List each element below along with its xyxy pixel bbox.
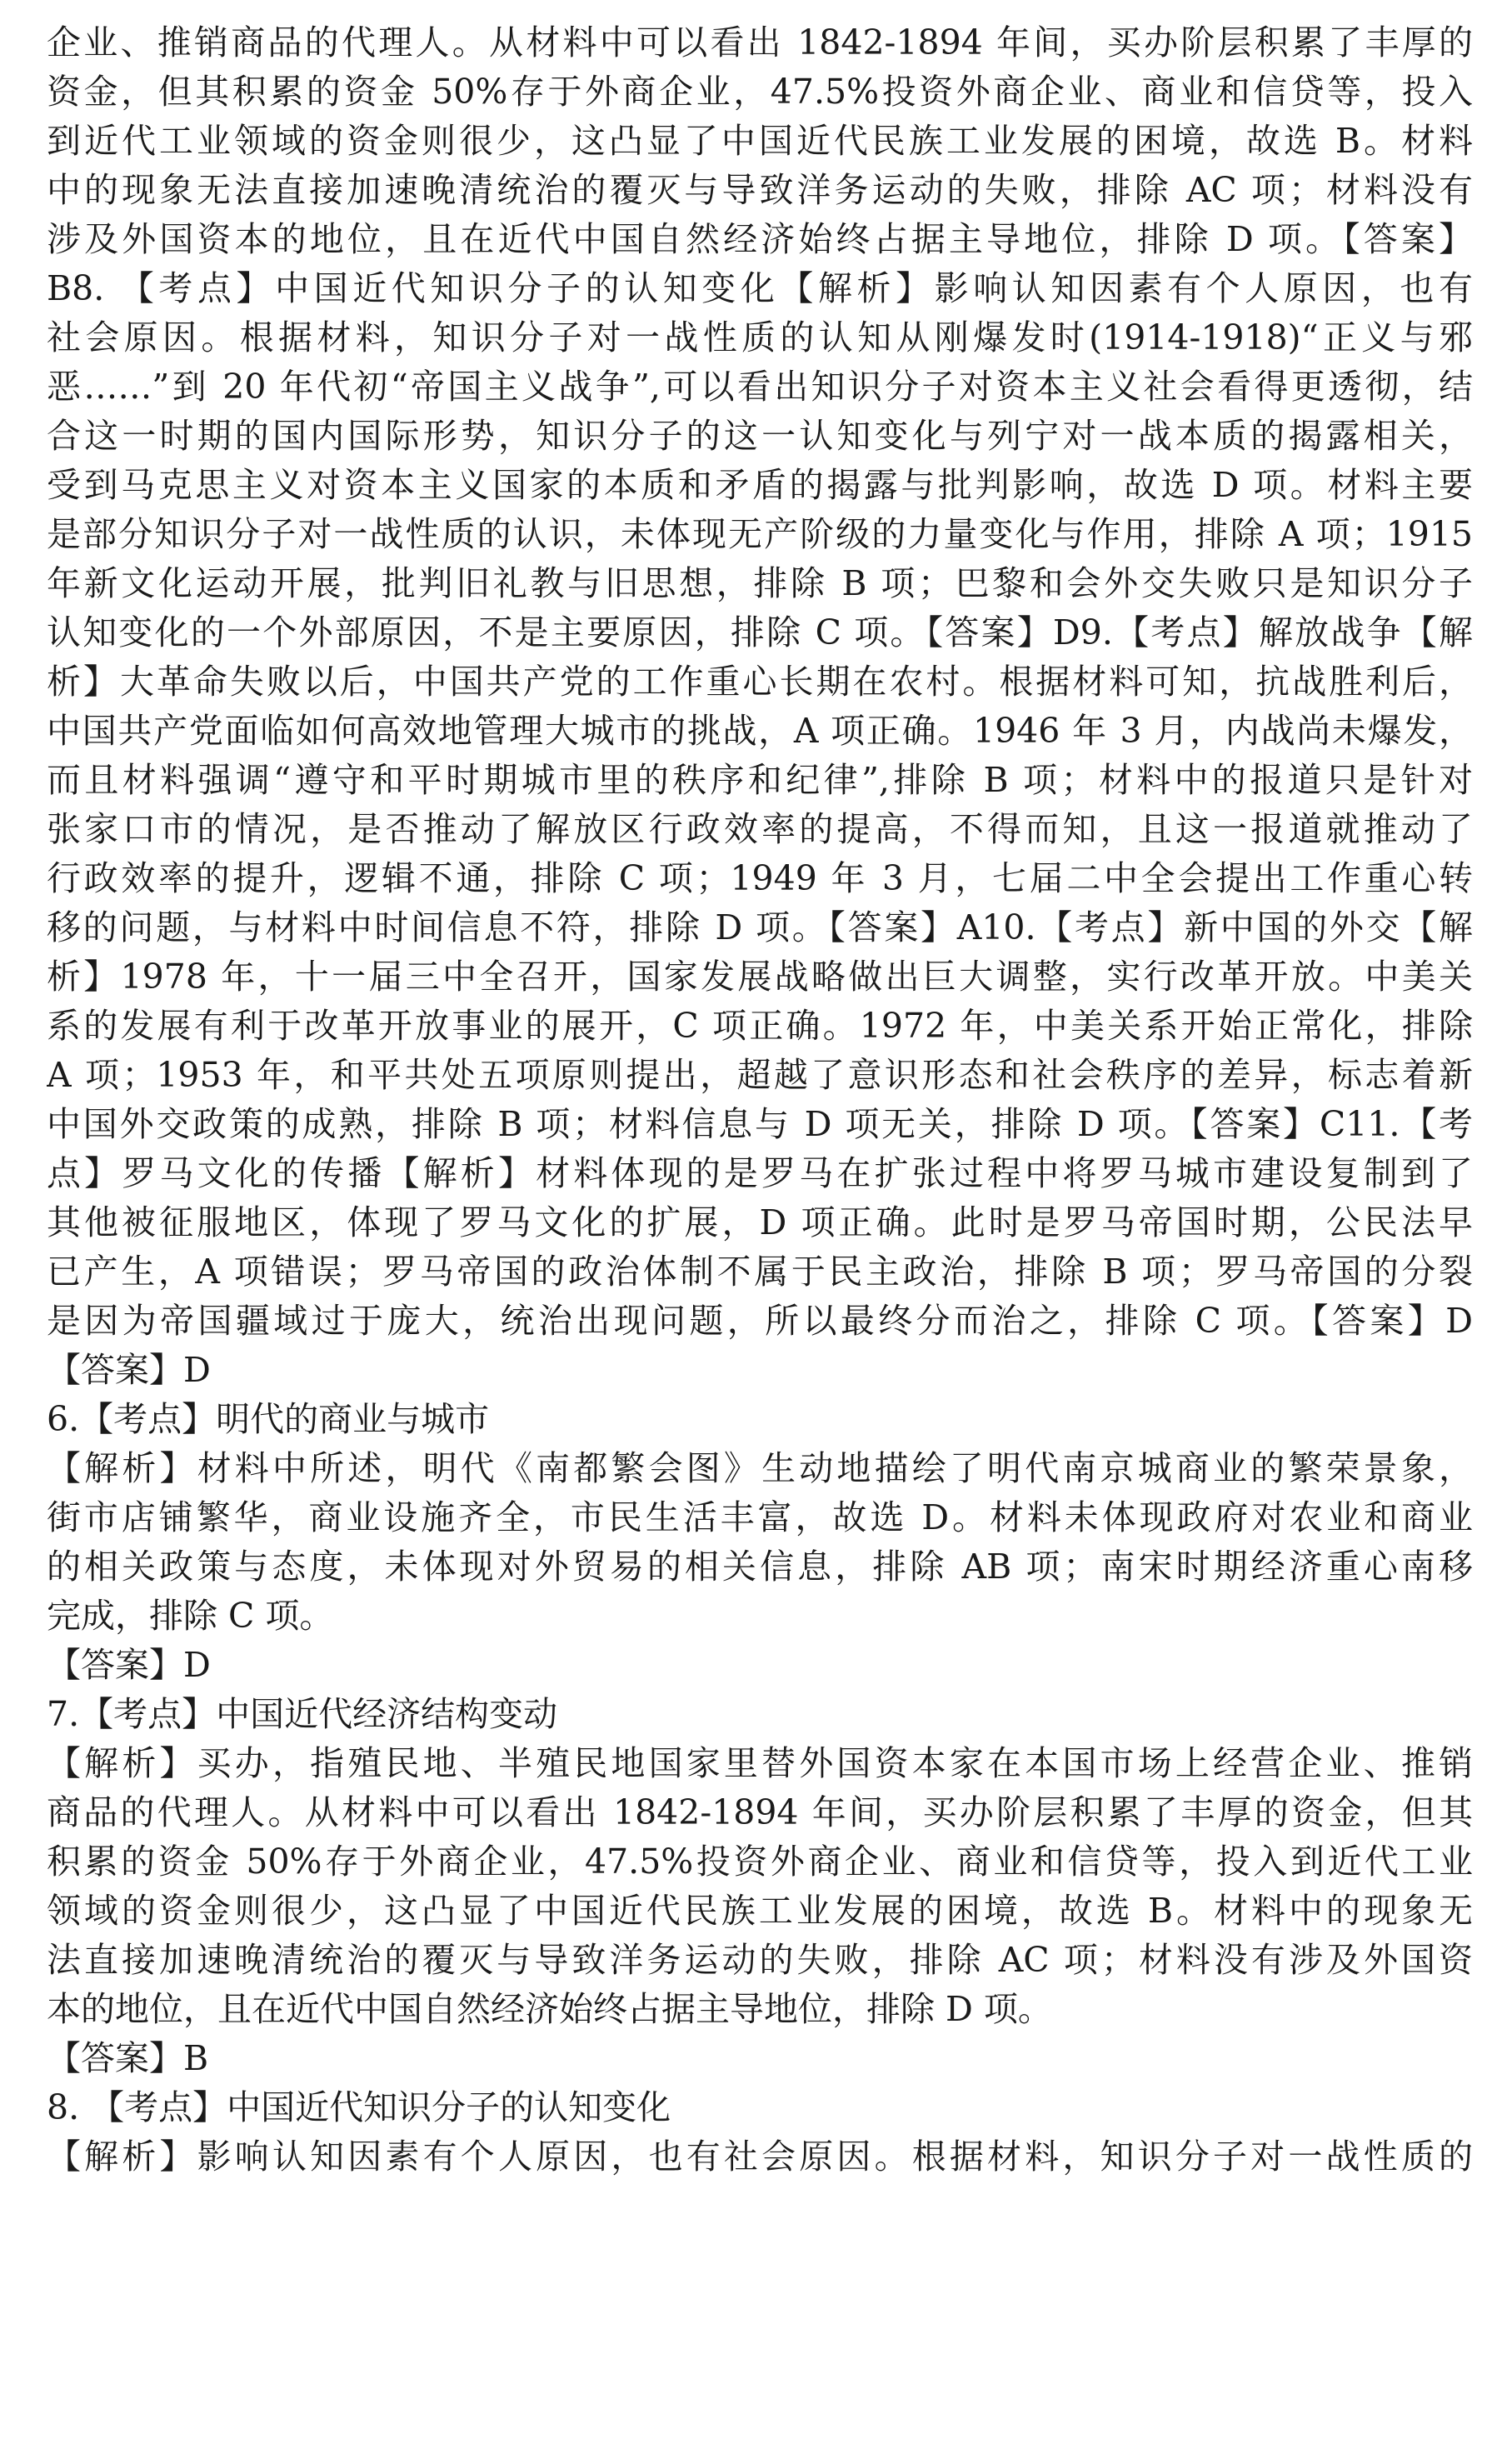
analysis-7-line-6: 本的地位，且在近代中国自然经济始终占据主导地位，排除 D 项。 xyxy=(47,1989,1052,2029)
answer-line-8: 【答案】B xyxy=(47,2038,209,2078)
document-page xyxy=(47,18,1473,2182)
analysis-8-line-1: 【解析】影响认知因素有个人原因，也有社会原因。根据材料，知识分子对一战性质的 xyxy=(47,2137,1473,2177)
text-line-21: 系的发展有利于改革开放事业的展开，C 项正确。1972 年，中美关系开始正常化，排除 xyxy=(47,1006,1473,1046)
analysis-7-line-4: 领域的资金则很少，这凸显了中国近代民族工业发展的困境，故选 B。材料中的现象无 xyxy=(47,1891,1473,1931)
answer-line-6: 【答案】D xyxy=(47,1350,211,1390)
text-line-20: 析】1978 年，十一届三中全召开，国家发展战略做出巨大调整，实行改革开放。中美关 xyxy=(47,957,1473,997)
section-heading-6: 6.【考点】明代的商业与城市 xyxy=(47,1399,490,1439)
text-line-9: 合这一时期的国内国际形势，知识分子的这一认知变化与列宁对一战本质的揭露相关， xyxy=(47,416,1473,456)
text-line-4: 中的现象无法直接加速晚清统治的覆灭与导致洋务运动的失败，排除 AC 项；材料没有 xyxy=(47,170,1473,210)
text-line-19: 移的问题，与材料中时间信息不符，排除 D 项。【答案】A10.【考点】新中国的外交【解 xyxy=(47,907,1473,947)
text-line-3: 到近代工业领域的资金则很少，这凸显了中国近代民族工业发展的困境，故选 B。材料 xyxy=(47,121,1473,161)
text-line-24: 点】罗马文化的传播【解析】材料体现的是罗马在扩张过程中将罗马城市建设复制到了 xyxy=(47,1153,1473,1193)
text-line-6: B8. 【考点】中国近代知识分子的认知变化【解析】影响认知因素有个人原因，也有 xyxy=(47,268,1473,308)
analysis-6-line-1: 【解析】材料中所述，明代《南都繁会图》生动地描绘了明代南京城商业的繁荣景象， xyxy=(47,1448,1473,1488)
analysis-7-line-2: 商品的代理人。从材料中可以看出 1842-1894 年间，买办阶层积累了丰厚的资金，但其 xyxy=(47,1792,1473,1832)
text-line-12: 年新文化运动开展，批判旧礼教与旧思想，排除 B 项；巴黎和会外交失败只是知识分子 xyxy=(47,563,1473,603)
text-line-26: 已产生，A 项错误；罗马帝国的政治体制不属于民主政治，排除 B 项；罗马帝国的分裂 xyxy=(47,1252,1473,1292)
analysis-7-line-1: 【解析】买办，指殖民地、半殖民地国家里替外国资本家在本国市场上经营企业、推销 xyxy=(47,1743,1473,1783)
text-line-5: 涉及外国资本的地位，且在近代中国自然经济始终占据主导地位，排除 D 项。【答案】 xyxy=(47,219,1473,259)
text-line-8: 恶……”到 20 年代初“帝国主义战争”,可以看出知识分子对资本主义社会看得更透彻，结 xyxy=(47,367,1473,407)
text-line-27: 是因为帝国疆域过于庞大，统治出现问题，所以最终分而治之，排除 C 项。【答案】D xyxy=(47,1301,1473,1341)
analysis-6-line-4: 完成，排除 C 项。 xyxy=(47,1596,334,1636)
section-heading-8: 8. 【考点】中国近代知识分子的认知变化 xyxy=(47,2087,671,2127)
text-line-7: 社会原因。根据材料，知识分子对一战性质的认知从刚爆发时(1914-1918)“正义与邪 xyxy=(47,317,1473,357)
text-line-23: 中国外交政策的成熟，排除 B 项；材料信息与 D 项无关，排除 D 项。【答案】C11.【考 xyxy=(47,1104,1473,1144)
text-line-14: 析】大革命失败以后，中国共产党的工作重心长期在农村。根据材料可知，抗战胜利后， xyxy=(47,662,1473,702)
text-line-10: 受到马克思主义对资本主义国家的本质和矛盾的揭露与批判影响，故选 D 项。材料主要 xyxy=(47,465,1473,505)
analysis-7-line-5: 法直接加速晚清统治的覆灭与导致洋务运动的失败，排除 AC 项；材料没有涉及外国资 xyxy=(47,1940,1473,1980)
answer-line-7: 【答案】D xyxy=(47,1645,211,1685)
text-line-13: 认知变化的一个外部原因，不是主要原因，排除 C 项。【答案】D9.【考点】解放战争【解 xyxy=(47,612,1473,652)
text-line-2: 资金，但其积累的资金 50%存于外商企业，47.5%投资外商企业、商业和信贷等，投入 xyxy=(47,72,1473,112)
text-line-1: 企业、推销商品的代理人。从材料中可以看出 1842-1894 年间，买办阶层积累了丰厚的 xyxy=(47,22,1473,62)
section-heading-7: 7.【考点】中国近代经济结构变动 xyxy=(47,1694,558,1734)
text-line-22: A 项；1953 年，和平共处五项原则提出，超越了意识形态和社会秩序的差异，标志着新 xyxy=(47,1055,1473,1095)
text-line-11: 是部分知识分子对一战性质的认识，未体现无产阶级的力量变化与作用，排除 A 项；1915 xyxy=(47,514,1473,554)
text-line-25: 其他被征服地区，体现了罗马文化的扩展，D 项正确。此时是罗马帝国时期，公民法早 xyxy=(47,1202,1473,1242)
text-line-15: 中国共产党面临如何高效地管理大城市的挑战，A 项正确。1946 年 3 月，内战尚未爆发， xyxy=(47,711,1473,751)
text-line-18: 行政效率的提升，逻辑不通，排除 C 项；1949 年 3 月，七届二中全会提出工作重心转 xyxy=(47,858,1473,898)
text-line-17: 张家口市的情况，是否推动了解放区行政效率的提高，不得而知，且这一报道就推动了 xyxy=(47,809,1473,849)
analysis-6-line-3: 的相关政策与态度，未体现对外贸易的相关信息，排除 AB 项；南宋时期经济重心南移 xyxy=(47,1547,1473,1587)
analysis-7-line-3: 积累的资金 50%存于外商企业，47.5%投资外商企业、商业和信贷等，投入到近代工业 xyxy=(47,1842,1473,1882)
analysis-6-line-2: 街市店铺繁华，商业设施齐全，市民生活丰富，故选 D。材料未体现政府对农业和商业 xyxy=(47,1497,1473,1537)
text-line-16: 而且材料强调“遵守和平时期城市里的秩序和纪律”,排除 B 项；材料中的报道只是针对 xyxy=(47,760,1473,800)
